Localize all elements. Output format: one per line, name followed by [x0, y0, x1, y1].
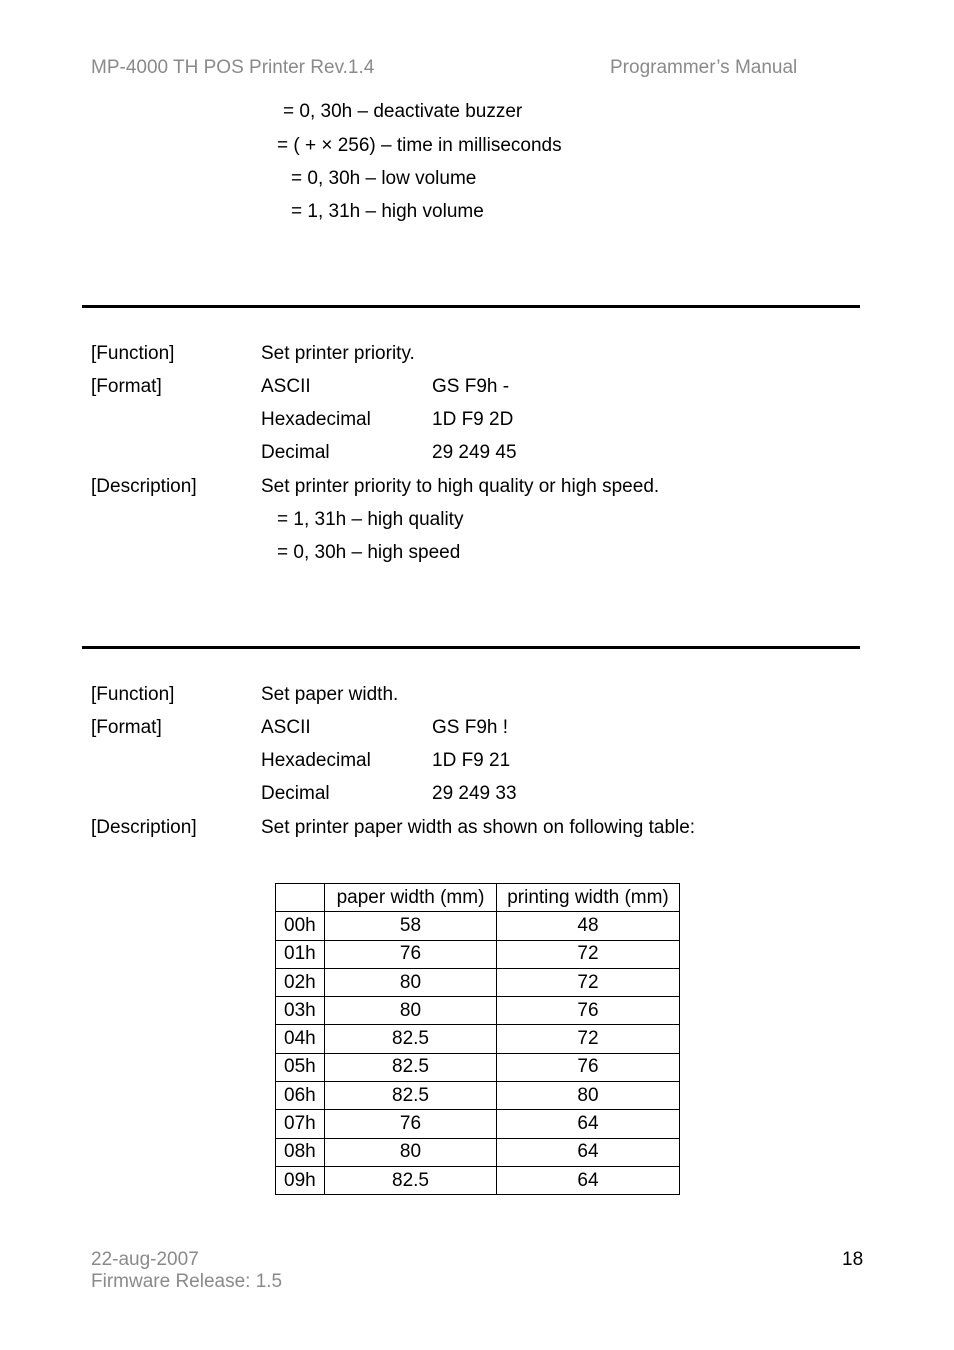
- table-row: [276, 912, 680, 940]
- buzzer-deactivate-line: = 0, 30h – deactivate buzzer: [283, 101, 523, 122]
- function-label: [Function]: [91, 343, 175, 364]
- decimal-label: Decimal: [261, 442, 330, 463]
- table-cell-code: 04h: [276, 1025, 325, 1053]
- table-row: [276, 997, 680, 1025]
- table-row: [276, 940, 680, 968]
- ascii-value: GS F9h -: [432, 376, 510, 397]
- hex-label: Hexadecimal: [261, 409, 371, 430]
- table-cell-paper-width: 58: [325, 912, 497, 940]
- table-cell-printing-width: 48: [497, 912, 680, 940]
- table-row: [276, 1053, 680, 1081]
- footer-firmware: Firmware Release: 1.5: [91, 1271, 283, 1292]
- table-header-cell: printing width (mm): [497, 884, 680, 912]
- priority-option-high-quality: = 1, 31h – high quality: [277, 509, 464, 530]
- ascii-label: ASCII: [261, 376, 311, 397]
- table-header-cell: paper width (mm): [325, 884, 497, 912]
- page-number: 18: [842, 1249, 864, 1270]
- table-cell-code: 05h: [276, 1053, 325, 1081]
- buzzer-low-volume-line: = 0, 30h – low volume: [291, 168, 477, 189]
- table-cell-paper-width: 76: [325, 940, 497, 968]
- table-cell-code: 07h: [276, 1110, 325, 1138]
- description-text: Set printer paper width as shown on following table:: [261, 817, 696, 838]
- ascii-label: ASCII: [261, 717, 311, 738]
- table-cell-printing-width: 72: [497, 968, 680, 996]
- table-cell-printing-width: 72: [497, 940, 680, 968]
- table-cell-paper-width: 82.5: [325, 1166, 497, 1194]
- table-cell-printing-width: 72: [497, 1025, 680, 1053]
- description-label: [Description]: [91, 817, 197, 838]
- table-header-row: [276, 884, 680, 912]
- table-cell-printing-width: 64: [497, 1110, 680, 1138]
- table-cell-paper-width: 80: [325, 997, 497, 1025]
- table-cell-code: 09h: [276, 1166, 325, 1194]
- priority-option-high-speed: = 0, 30h – high speed: [277, 542, 461, 563]
- hex-value: 1D F9 21: [432, 750, 511, 771]
- table-row: [276, 1110, 680, 1138]
- header-doc-title: MP-4000 TH POS Printer Rev.1.4: [91, 57, 375, 78]
- table-header-cell: [276, 884, 325, 912]
- decimal-label: Decimal: [261, 783, 330, 804]
- table-row: [276, 1138, 680, 1166]
- header-manual-title: Programmer’s Manual: [610, 57, 798, 78]
- table-cell-paper-width: 82.5: [325, 1025, 497, 1053]
- section-divider: [82, 646, 860, 649]
- buzzer-time-line: = ( + × 256) – time in milliseconds: [277, 135, 562, 156]
- hex-value: 1D F9 2D: [432, 409, 514, 430]
- table-row: [276, 968, 680, 996]
- decimal-value: 29 249 33: [432, 783, 517, 804]
- table-cell-printing-width: 64: [497, 1138, 680, 1166]
- table-cell-printing-width: 64: [497, 1166, 680, 1194]
- table-cell-code: 02h: [276, 968, 325, 996]
- section-divider: [82, 305, 860, 308]
- format-label: [Format]: [91, 717, 162, 738]
- table-row: [276, 1025, 680, 1053]
- format-label: [Format]: [91, 376, 162, 397]
- table-cell-printing-width: 76: [497, 1053, 680, 1081]
- buzzer-high-volume-line: = 1, 31h – high volume: [291, 201, 484, 222]
- description-label: [Description]: [91, 476, 197, 497]
- decimal-value: 29 249 45: [432, 442, 517, 463]
- function-label: [Function]: [91, 684, 175, 705]
- description-text: Set printer priority to high quality or high speed.: [261, 476, 660, 497]
- hex-label: Hexadecimal: [261, 750, 371, 771]
- table-cell-code: 01h: [276, 940, 325, 968]
- function-text: Set paper width.: [261, 684, 399, 705]
- table-cell-code: 00h: [276, 912, 325, 940]
- table-cell-printing-width: 80: [497, 1082, 680, 1110]
- table-row: [276, 1166, 680, 1194]
- table-cell-code: 03h: [276, 997, 325, 1025]
- table-cell-code: 06h: [276, 1082, 325, 1110]
- table-cell-paper-width: 80: [325, 968, 497, 996]
- table-cell-paper-width: 82.5: [325, 1053, 497, 1081]
- paper-width-table: [275, 883, 680, 1195]
- function-text: Set printer priority.: [261, 343, 415, 364]
- footer-date: 22-aug-2007: [91, 1249, 199, 1270]
- table-row: [276, 1082, 680, 1110]
- table-cell-paper-width: 76: [325, 1110, 497, 1138]
- table-cell-code: 08h: [276, 1138, 325, 1166]
- table-cell-paper-width: 82.5: [325, 1082, 497, 1110]
- ascii-value: GS F9h !: [432, 717, 509, 738]
- table-cell-paper-width: 80: [325, 1138, 497, 1166]
- table-cell-printing-width: 76: [497, 997, 680, 1025]
